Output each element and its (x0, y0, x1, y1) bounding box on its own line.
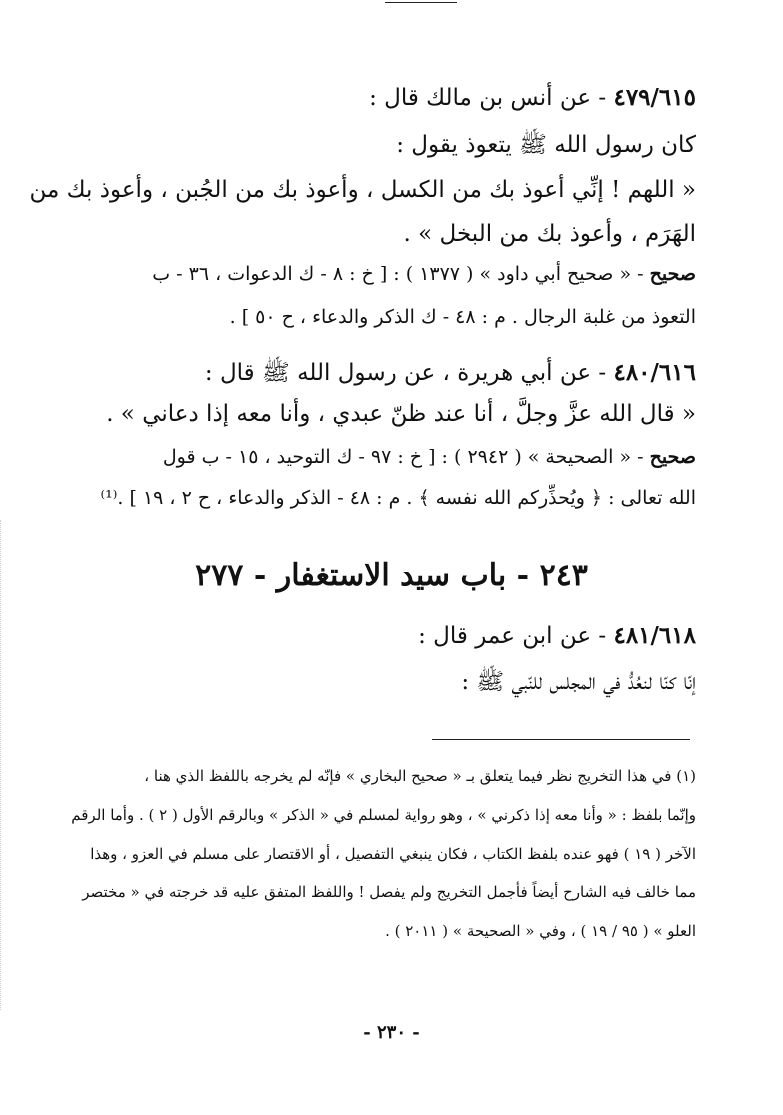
hadith-479-intro: كان رسول الله ﷺ يتعوذ يقول : (396, 132, 696, 158)
hadith-481-number: ٤٨١/٦١٨ (613, 622, 696, 649)
footnote-line4: مما خالف فيه الشارح أيضاً فأجمل التخريج ولم يفصل ! واللفظ المتفق عليه قد خرجته في « مختصر (82, 883, 696, 901)
hadith-481-text: إنّا كنّا لنعُدُّ في المجلس للنّبي ﷺ : (461, 669, 696, 695)
hadith-480-takhrij-line2: الله تعالى : ﴿ ويُحذِّركم الله نفسه ﴾ . م : ٤٨ - الذكر والدعاء ، ح ٢ ، ١٩ ] .⁽¹⁾ (100, 487, 696, 509)
margin-guide (0, 520, 2, 1010)
footnote-line5: العلو » ( ٩٥ / ١٩ ) ، وفي « الصحيحة » ( ٢٠١١ ) . (385, 922, 696, 940)
hadith-480-takhrij-line1 (84, 446, 696, 468)
hadith-479-text-line2: الهَرَم ، وأعوذ بك من البخل » . (403, 221, 696, 247)
hadith-479-grade: صحيح (649, 263, 696, 285)
chapter-heading: ٢٤٣ - باب سيد الاستغفار - ٢٧٧ (195, 558, 588, 593)
hadith-479-text-line1: « اللهم ! إنِّي أعوذ بك من الكسل ، وأعوذ بك من الجُبن ، وأعوذ بك من (29, 177, 696, 203)
footnote-line3: الآخر ( ١٩ ) فهو عنده بلفظ الكتاب ، فكان ينبغي التفصيل ، أو الاقتصار على مسلم في العزو ، وهذا (90, 845, 696, 863)
hadith-479-source: - « صحيح أبي داود » ( ١٣٧٧ ) : [ خ : ٨ - ك الدعوات ، ٣٦ - ب (152, 263, 650, 285)
top-rule (385, 2, 457, 3)
hadith-479-takhrij-line1 (84, 263, 696, 285)
hadith-480-number: ٤٨٠/٦١٦ (613, 359, 696, 386)
page-number: - ٢٣٠ - (363, 1022, 420, 1043)
footnote-line1: (١) في هذا التخريج نظر فيما يتعلق بـ « صحيح البخاري » فإنّه لم يخرجه باللفظ الذي هنا ، (144, 767, 696, 785)
hadith-480-grade: صحيح (649, 446, 696, 468)
hadith-481-narrator: - عن ابن عمر قال : (418, 623, 614, 649)
hadith-479-header (84, 84, 696, 111)
hadith-479-narrator: - عن أنس بن مالك قال : (369, 85, 614, 111)
hadith-480-narrator: - عن أبي هريرة ، عن رسول الله ﷺ قال : (204, 360, 614, 386)
hadith-480-text: « قال الله عزَّ وجلَّ ، أنا عند ظنّ عبدي ، وأنا معه إذا دعاني » . (106, 401, 696, 427)
footnote-rule (432, 739, 690, 740)
hadith-480-header (84, 358, 696, 392)
hadith-479-number: ٤٧٩/٦١٥ (613, 84, 696, 111)
hadith-481-header (84, 622, 696, 649)
hadith-479-takhrij-line2: التعوذ من غلبة الرجال . م : ٤٨ - ك الذكر والدعاء ، ح ٥٠ ] . (229, 306, 696, 328)
footnote-line2: وإنّما بلفظ : « وأنا معه إذا ذكرني » ، وهو رواية لمسلم في « الذكر » وبالرقم الأول ( ٢ ) . وأما الرقم (71, 806, 696, 824)
hadith-480-source: - « الصحيحة » ( ٢٩٤٢ ) : [ خ : ٩٧ - ك التوحيد ، ١٥ - ب قول (162, 446, 650, 468)
